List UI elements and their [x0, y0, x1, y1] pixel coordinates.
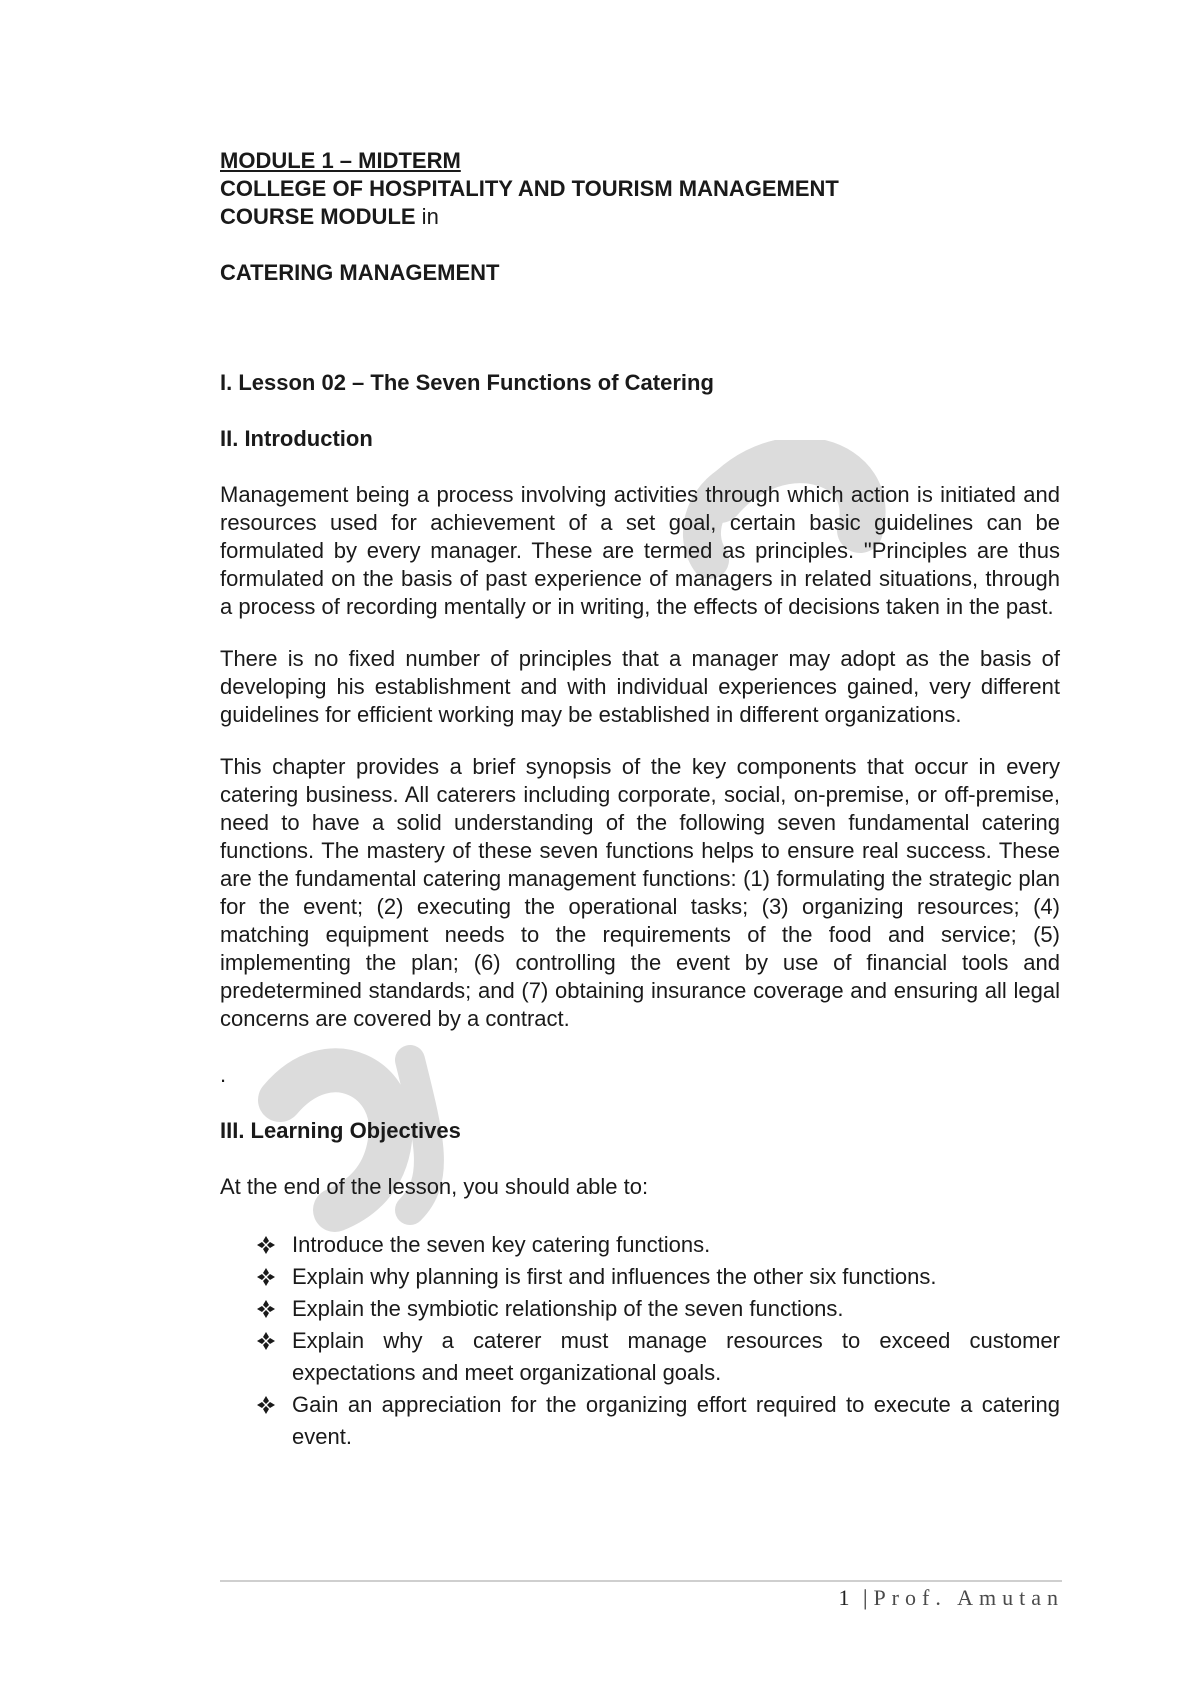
- objective-text: Gain an appreciation for the organizing effort required to execute a catering event.: [292, 1392, 1060, 1449]
- course-module-suffix: in: [415, 204, 439, 229]
- objectives-list: [220, 1229, 1060, 1453]
- objective-item: [256, 1325, 1060, 1389]
- four-diamond-bullet-icon: [256, 1395, 276, 1415]
- objective-text: Explain why a caterer must manage resources to exceed customer expectations and meet organizational goals.: [292, 1328, 1060, 1385]
- intro-paragraph-3: This chapter provides a brief synopsis of the key components that occur in every catering business. All caterers including corporate, social, on-premise, or off-premise, need to have a solid understanding of the following seven fundamental catering functions. The mastery of these seven functions helps to ensure real success. These are the fundamental catering management functions: (1) formulating the strategic plan for the event; (2) executing the operational tasks; (3) organizing resources; (4) matching equipment needs to the requirements of the food and service; (5) implementing the plan; (6) controlling the event by use of financial tools and predetermined standards; and (7) obtaining insurance coverage and ensuring all legal concerns are covered by a contract.: [220, 754, 1060, 1031]
- objective-item: [256, 1229, 1060, 1261]
- objectives-intro: At the end of the lesson, you should able to:: [220, 1174, 649, 1199]
- objective-text: Explain the symbiotic relationship of the seven functions.: [292, 1296, 844, 1321]
- objective-item: [256, 1293, 1060, 1325]
- footer-author: Prof. Amutan: [873, 1585, 1064, 1610]
- college-heading: COLLEGE OF HOSPITALITY AND TOURISM MANAGEMENT: [220, 176, 839, 201]
- four-diamond-bullet-icon: [256, 1331, 276, 1351]
- course-module-heading: [220, 203, 1060, 231]
- objective-text: Introduce the seven key catering functions.: [292, 1232, 711, 1257]
- objectives-heading: III. Learning Objectives: [220, 1118, 461, 1143]
- four-diamond-bullet-icon: [256, 1267, 276, 1287]
- objective-text: Explain why planning is first and influences the other six functions.: [292, 1264, 937, 1289]
- four-diamond-bullet-icon: [256, 1299, 276, 1319]
- course-title: CATERING MANAGEMENT: [220, 260, 500, 285]
- course-module-label: COURSE MODULE: [220, 204, 416, 229]
- introduction-heading: II. Introduction: [220, 426, 373, 451]
- footer-separator: |: [863, 1585, 870, 1610]
- page-footer: [839, 1585, 1064, 1611]
- page-number: 1: [838, 1585, 852, 1610]
- objective-item: [256, 1261, 1060, 1293]
- lesson-heading: I. Lesson 02 – The Seven Functions of Catering: [220, 370, 714, 395]
- intro-paragraph-2: There is no fixed number of principles that a manager may adopt as the basis of developing his establishment and with individual experiences gained, very different guidelines for efficient working may be established in different organizations.: [220, 646, 1060, 727]
- module-heading: MODULE 1 – MIDTERM: [220, 148, 461, 173]
- intro-paragraph-1: Management being a process involving activities through which action is initiated and resources used for achievement of a set goal, certain basic guidelines can be formulated by every manager. These are termed as principles. "Principles are thus formulated on the basis of past experience of managers in related situations, through a process of recording mentally or in writing, the effects of decisions taken in the past.: [220, 482, 1060, 619]
- four-diamond-bullet-icon: [256, 1235, 276, 1255]
- objective-item: [256, 1389, 1060, 1453]
- footer-divider: [220, 1580, 1062, 1582]
- stray-dot: .: [220, 1062, 227, 1087]
- page-content: [220, 147, 1060, 1453]
